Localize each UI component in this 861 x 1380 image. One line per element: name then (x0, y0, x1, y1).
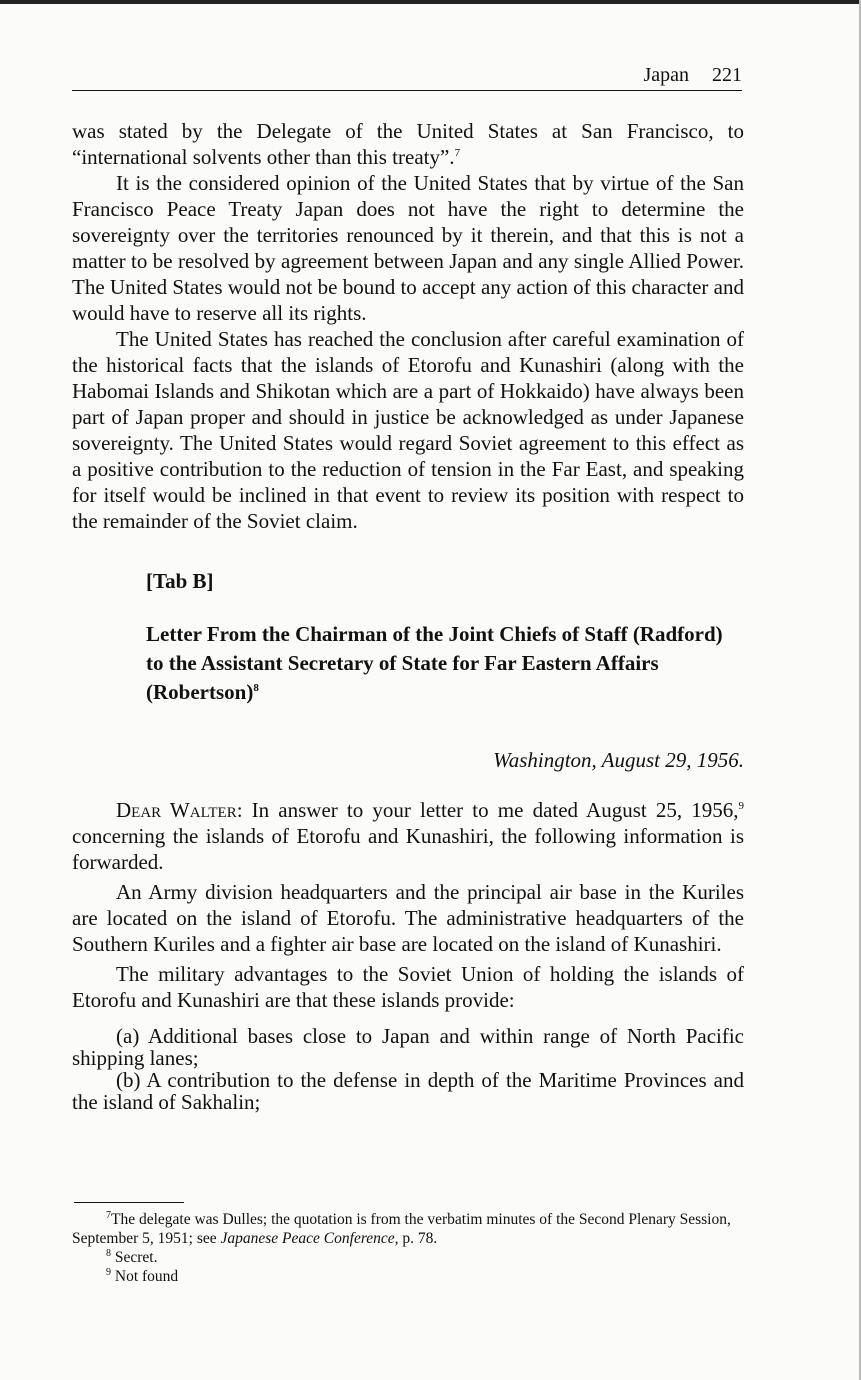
header-page-number: 221 (712, 64, 742, 86)
salutation: Dear Walter: (116, 798, 243, 822)
footnote-7 (72, 1210, 744, 1248)
footnote-mark: 9 (106, 1266, 111, 1278)
letter-title-text: Letter From the Chairman of the Joint Chiefs of Staff (Radford) to the Assistant Secretary of State for Far Eastern Affairs (Robertson) (146, 622, 723, 704)
letter-text: In answer to your letter to me dated August 25, 1956, (242, 798, 739, 822)
footnotes (72, 1210, 744, 1286)
footnote-mark: 8 (106, 1247, 111, 1259)
footnote-ref-8: 8 (253, 682, 259, 694)
paragraph-text: was stated by the Delegate of the United States at San Francisco, to “international solvents other than this treaty”. (72, 119, 744, 169)
footnote-ref-9: 9 (738, 800, 744, 812)
paragraph-continued (72, 118, 744, 170)
dateline: Washington, August 29, 1956. (493, 748, 744, 772)
letter-paragraph-3: The military advantages to the Soviet Union of holding the islands of Etorofu and Kunashiri are that these islands provide: (72, 962, 744, 1012)
footnote-mark: 7 (106, 1209, 111, 1221)
footnote-text: Secret. (114, 1249, 158, 1266)
footnote-divider (74, 1202, 184, 1203)
footnote-text: The delegate was Dulles; the quotation is from the verbatim minutes of the Second Plenary Session, September 5, 1951; see (72, 1211, 731, 1247)
letter-paragraph-2: An Army division headquarters and the principal air base in the Kuriles are located on the island of Etorofu. The administrative headquarters of the Southern Kuriles and a fighter air base are located on the island of Kunashiri. (72, 880, 744, 956)
tab-heading: [Tab B] (146, 569, 214, 593)
letter-text: concerning the islands of Etorofu and Kunashiri, the following information is forwarded. (72, 824, 744, 874)
letter-title (146, 620, 744, 707)
list-item-a: (a) Additional bases close to Japan and within range of North Pacific shipping lanes; (72, 1024, 744, 1070)
paragraph-conclusion: The United States has reached the conclusion after careful examination of the historical facts that the islands of Etorofu and Kunashiri (along with the Habomai Islands and Shikotan which are a part of Hokkaido) have always been part of Japan proper and should in justice be acknowledged as under Japanese sovereignty. The United States would regard Soviet agreement to this effect as a positive contribution to the reduction of tension in the Far East, and speaking for itself would be inclined in that event to review its position with respect to the remainder of the Soviet claim. (72, 327, 744, 533)
footnote-ref-7: 7 (454, 147, 461, 159)
page-body (72, 118, 744, 1113)
letter-paragraph-1 (72, 797, 744, 875)
footnote-9 (72, 1267, 744, 1286)
list-item-b: (b) A contribution to the defense in depth of the Maritime Provinces and the island of Sakhalin; (72, 1068, 744, 1114)
footnote-8 (72, 1248, 744, 1267)
header-section: Japan (643, 64, 689, 86)
page-top-border (0, 0, 861, 4)
paragraph-opinion: It is the considered opinion of the United States that by virtue of the San Francisco Peace Treaty Japan does not have the right to determine the sovereignty over the territories renounced by it therein, and that this is not a matter to be resolved by agreement between Japan and any single Allied Power. The United States would not be bound to accept any action of this character and would have to reserve all its rights. (72, 171, 744, 325)
footnote-text: Not found (114, 1268, 179, 1285)
footnote-citation: Japanese Peace Conference, (220, 1230, 399, 1247)
running-header (72, 64, 742, 91)
footnote-text: p. 78. (398, 1230, 438, 1247)
